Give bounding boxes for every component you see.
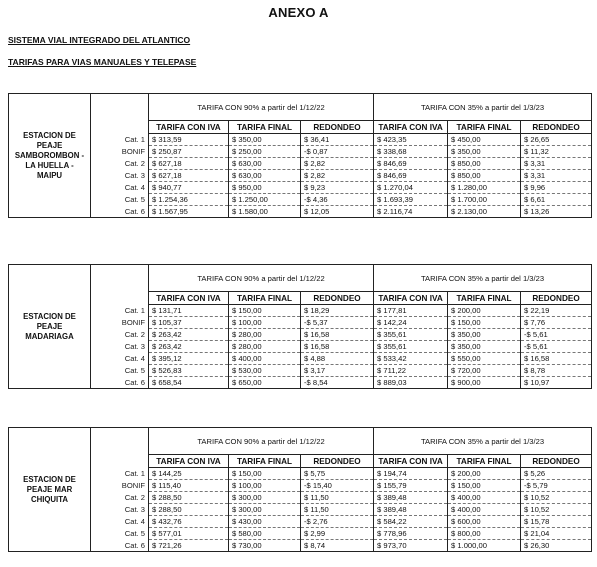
station-name: ESTACION DE PEAJE SAMBOROMBON - LA HUELLA - MAIPU	[9, 94, 91, 218]
tariff-value: -$ 15,40	[301, 480, 374, 492]
tariff-value: $ 2,82	[301, 158, 374, 170]
tariff-value: $ 530,00	[229, 365, 301, 377]
tariff-value: $ 526,83	[149, 365, 229, 377]
table-row	[9, 377, 592, 389]
page-title: ANEXO A	[268, 5, 329, 20]
tariff-value: $ 1.700,00	[448, 194, 521, 206]
tariff-value: $ 313,59	[149, 134, 229, 146]
table-row	[9, 158, 592, 170]
group-header: TARIFA CON 35% a partir del 1/3/23	[374, 94, 592, 121]
column-header: REDONDEO	[521, 121, 592, 134]
table-row	[9, 329, 592, 341]
tariff-value: $ 6,61	[521, 194, 592, 206]
tariff-value: $ 580,00	[229, 528, 301, 540]
tariff-value: $ 423,35	[374, 134, 448, 146]
table-row	[9, 305, 592, 317]
group-header: TARIFA CON 35% a partir del 1/3/23	[374, 265, 592, 292]
tariff-value: $ 150,00	[448, 480, 521, 492]
group-header: TARIFA CON 90% a partir del 1/12/22	[149, 428, 374, 455]
tariff-value: $ 5,75	[301, 468, 374, 480]
category-label: Cat. 1	[91, 305, 149, 317]
tariff-value: $ 15,78	[521, 516, 592, 528]
category-label: BONIF	[91, 146, 149, 158]
category-label: Cat. 1	[91, 468, 149, 480]
column-header: REDONDEO	[301, 121, 374, 134]
tariff-value: $ 8,74	[301, 540, 374, 552]
category-label: Cat. 6	[91, 377, 149, 389]
tariff-value: $ 36,41	[301, 134, 374, 146]
tariff-value: $ 1.580,00	[229, 206, 301, 218]
column-header: REDONDEO	[521, 292, 592, 305]
tariff-value: $ 338,68	[374, 146, 448, 158]
tariff-value: $ 1.567,95	[149, 206, 229, 218]
table-row	[9, 492, 592, 504]
tariff-value: $ 263,42	[149, 329, 229, 341]
table-row	[9, 182, 592, 194]
tariff-value: $ 2.116,74	[374, 206, 448, 218]
tariff-value: -$ 5,79	[521, 480, 592, 492]
tariff-value: $ 22,19	[521, 305, 592, 317]
column-header: TARIFA FINAL	[229, 121, 301, 134]
tariff-value: $ 658,54	[149, 377, 229, 389]
group-header: TARIFA CON 35% a partir del 1/3/23	[374, 428, 592, 455]
category-label: Cat. 6	[91, 206, 149, 218]
column-header: TARIFA CON IVA	[149, 455, 229, 468]
tariff-value: $ 850,00	[448, 158, 521, 170]
column-header: REDONDEO	[521, 455, 592, 468]
table-row	[9, 194, 592, 206]
tariff-value: $ 11,50	[301, 504, 374, 516]
tariff-value: $ 533,42	[374, 353, 448, 365]
tariff-value: $ 889,03	[374, 377, 448, 389]
tariff-value: $ 200,00	[448, 468, 521, 480]
subtitle-tariffs: TARIFAS PARA VIAS MANUALES Y TELEPASE	[8, 57, 197, 67]
table-row	[9, 468, 592, 480]
tariff-value: -$ 5,61	[521, 329, 592, 341]
tariff-value: $ 389,48	[374, 504, 448, 516]
category-label: BONIF	[91, 480, 149, 492]
tariff-value: $ 9,96	[521, 182, 592, 194]
tariff-value: $ 100,00	[229, 317, 301, 329]
tariff-value: $ 1.693,39	[374, 194, 448, 206]
column-header: TARIFA FINAL	[229, 455, 301, 468]
tariff-value: $ 288,50	[149, 492, 229, 504]
tariff-value: $ 11,32	[521, 146, 592, 158]
category-label: Cat. 5	[91, 528, 149, 540]
tariff-value: $ 26,30	[521, 540, 592, 552]
tariff-value: $ 350,00	[448, 341, 521, 353]
table-row	[9, 504, 592, 516]
table-row	[9, 480, 592, 492]
tariff-value: $ 721,26	[149, 540, 229, 552]
tariff-value: $ 8,78	[521, 365, 592, 377]
tariff-value: $ 389,48	[374, 492, 448, 504]
tariff-value: $ 2,99	[301, 528, 374, 540]
empty-corner-cell	[91, 265, 149, 305]
tariff-value: $ 577,01	[149, 528, 229, 540]
tariff-value: $ 1.250,00	[229, 194, 301, 206]
column-header: TARIFA FINAL	[448, 455, 521, 468]
tariff-value: $ 1.254,36	[149, 194, 229, 206]
tariff-table-2	[8, 264, 592, 389]
tariff-value: $ 800,00	[448, 528, 521, 540]
tariff-value: $ 430,00	[229, 516, 301, 528]
tariff-value: $ 10,52	[521, 504, 592, 516]
column-header: TARIFA FINAL	[448, 292, 521, 305]
tariff-value: $ 105,37	[149, 317, 229, 329]
tariff-value: $ 11,50	[301, 492, 374, 504]
tariff-value: $ 280,00	[229, 341, 301, 353]
table-row	[9, 206, 592, 218]
tariff-value: $ 950,00	[229, 182, 301, 194]
tariff-value: $ 400,00	[229, 353, 301, 365]
category-label: Cat. 2	[91, 329, 149, 341]
tariff-table-3	[8, 427, 592, 552]
tariff-value: $ 18,29	[301, 305, 374, 317]
table-row	[9, 146, 592, 158]
tariff-value: $ 100,00	[229, 480, 301, 492]
tariff-value: $ 973,70	[374, 540, 448, 552]
tariff-value: $ 630,00	[229, 158, 301, 170]
tariff-value: $ 12,05	[301, 206, 374, 218]
tariff-value: $ 142,24	[374, 317, 448, 329]
tariff-value: $ 846,69	[374, 158, 448, 170]
tariff-value: $ 432,76	[149, 516, 229, 528]
tariff-value: -$ 4,36	[301, 194, 374, 206]
tariff-value: $ 300,00	[229, 504, 301, 516]
category-label: BONIF	[91, 317, 149, 329]
category-label: Cat. 3	[91, 341, 149, 353]
category-label: Cat. 4	[91, 182, 149, 194]
tariff-value: $ 2,82	[301, 170, 374, 182]
tariff-value: $ 584,22	[374, 516, 448, 528]
category-label: Cat. 3	[91, 170, 149, 182]
category-label: Cat. 2	[91, 158, 149, 170]
tariff-value: $ 900,00	[448, 377, 521, 389]
category-label: Cat. 5	[91, 194, 149, 206]
tariff-value: $ 10,52	[521, 492, 592, 504]
tariff-value: $ 13,26	[521, 206, 592, 218]
tariff-value: $ 16,58	[301, 329, 374, 341]
tariff-value: $ 650,00	[229, 377, 301, 389]
column-header: REDONDEO	[301, 292, 374, 305]
category-label: Cat. 5	[91, 365, 149, 377]
tariff-value: -$ 5,37	[301, 317, 374, 329]
tariff-value: $ 131,71	[149, 305, 229, 317]
tariff-value: $ 280,00	[229, 329, 301, 341]
column-header: TARIFA CON IVA	[374, 121, 448, 134]
station-name: ESTACION DE PEAJE MADARIAGA	[9, 265, 91, 389]
tariff-value: $ 21,04	[521, 528, 592, 540]
tariff-value: $ 450,00	[448, 134, 521, 146]
tariff-value: $ 5,26	[521, 468, 592, 480]
table-row	[9, 353, 592, 365]
tariff-value: $ 355,61	[374, 329, 448, 341]
column-header: TARIFA FINAL	[448, 121, 521, 134]
tariff-value: $ 150,00	[229, 305, 301, 317]
tariff-value: $ 550,00	[448, 353, 521, 365]
table-row	[9, 528, 592, 540]
tariff-value: $ 3,31	[521, 158, 592, 170]
tariff-value: $ 630,00	[229, 170, 301, 182]
table-row	[9, 341, 592, 353]
tariff-value: $ 263,42	[149, 341, 229, 353]
category-label: Cat. 2	[91, 492, 149, 504]
column-header: TARIFA CON IVA	[374, 455, 448, 468]
tariff-value: $ 9,23	[301, 182, 374, 194]
tariff-value: $ 250,87	[149, 146, 229, 158]
tariff-value: $ 16,58	[521, 353, 592, 365]
table-row	[9, 365, 592, 377]
tariff-value: $ 177,81	[374, 305, 448, 317]
table-row	[9, 516, 592, 528]
tariff-value: $ 150,00	[229, 468, 301, 480]
empty-corner-cell	[91, 94, 149, 134]
tariff-value: $ 1.270,04	[374, 182, 448, 194]
tariff-value: $ 400,00	[448, 492, 521, 504]
empty-corner-cell	[91, 428, 149, 468]
tariff-value: $ 26,65	[521, 134, 592, 146]
tariff-value: $ 155,79	[374, 480, 448, 492]
table-row	[9, 540, 592, 552]
tariff-value: $ 940,77	[149, 182, 229, 194]
category-label: Cat. 6	[91, 540, 149, 552]
tariff-value: $ 3,31	[521, 170, 592, 182]
column-header: REDONDEO	[301, 455, 374, 468]
tariff-value: $ 194,74	[374, 468, 448, 480]
tariff-value: $ 850,00	[448, 170, 521, 182]
tariff-value: $ 10,97	[521, 377, 592, 389]
tariff-value: $ 778,96	[374, 528, 448, 540]
table-row	[9, 170, 592, 182]
tariff-value: $ 400,00	[448, 504, 521, 516]
tariff-value: $ 4,88	[301, 353, 374, 365]
tariff-value: $ 720,00	[448, 365, 521, 377]
column-header: TARIFA CON IVA	[149, 121, 229, 134]
category-label: Cat. 3	[91, 504, 149, 516]
group-header: TARIFA CON 90% a partir del 1/12/22	[149, 94, 374, 121]
category-label: Cat. 1	[91, 134, 149, 146]
column-header: TARIFA CON IVA	[374, 292, 448, 305]
subtitle-system: SISTEMA VIAL INTEGRADO DEL ATLANTICO	[8, 35, 191, 45]
category-label: Cat. 4	[91, 516, 149, 528]
tariff-value: -$ 2,76	[301, 516, 374, 528]
tariff-table-1	[8, 93, 592, 218]
tariff-value: $ 1.000,00	[448, 540, 521, 552]
tariff-value: $ 288,50	[149, 504, 229, 516]
tariff-value: $ 200,00	[448, 305, 521, 317]
category-label: Cat. 4	[91, 353, 149, 365]
tariff-value: $ 150,00	[448, 317, 521, 329]
tariff-value: -$ 0,87	[301, 146, 374, 158]
tariff-value: $ 355,61	[374, 341, 448, 353]
tariff-value: $ 1.280,00	[448, 182, 521, 194]
tariff-value: $ 395,12	[149, 353, 229, 365]
tariff-value: $ 350,00	[448, 146, 521, 158]
tariff-value: $ 846,69	[374, 170, 448, 182]
tariff-value: $ 350,00	[229, 134, 301, 146]
tariff-value: $ 600,00	[448, 516, 521, 528]
column-header: TARIFA CON IVA	[149, 292, 229, 305]
tariff-value: -$ 8,54	[301, 377, 374, 389]
tariff-value: $ 144,25	[149, 468, 229, 480]
tariff-value: $ 350,00	[448, 329, 521, 341]
tariff-value: $ 115,40	[149, 480, 229, 492]
tariff-value: $ 627,18	[149, 158, 229, 170]
station-name: ESTACION DE PEAJE MAR CHIQUITA	[9, 428, 91, 552]
tariff-value: $ 7,76	[521, 317, 592, 329]
tariff-value: -$ 5,61	[521, 341, 592, 353]
group-header: TARIFA CON 90% a partir del 1/12/22	[149, 265, 374, 292]
tariff-value: $ 250,00	[229, 146, 301, 158]
tariff-value: $ 3,17	[301, 365, 374, 377]
table-row	[9, 134, 592, 146]
column-header: TARIFA FINAL	[229, 292, 301, 305]
tariff-value: $ 730,00	[229, 540, 301, 552]
tariff-value: $ 16,58	[301, 341, 374, 353]
tariff-value: $ 627,18	[149, 170, 229, 182]
tariff-value: $ 2.130,00	[448, 206, 521, 218]
table-row	[9, 317, 592, 329]
tariff-value: $ 711,22	[374, 365, 448, 377]
tariff-value: $ 300,00	[229, 492, 301, 504]
